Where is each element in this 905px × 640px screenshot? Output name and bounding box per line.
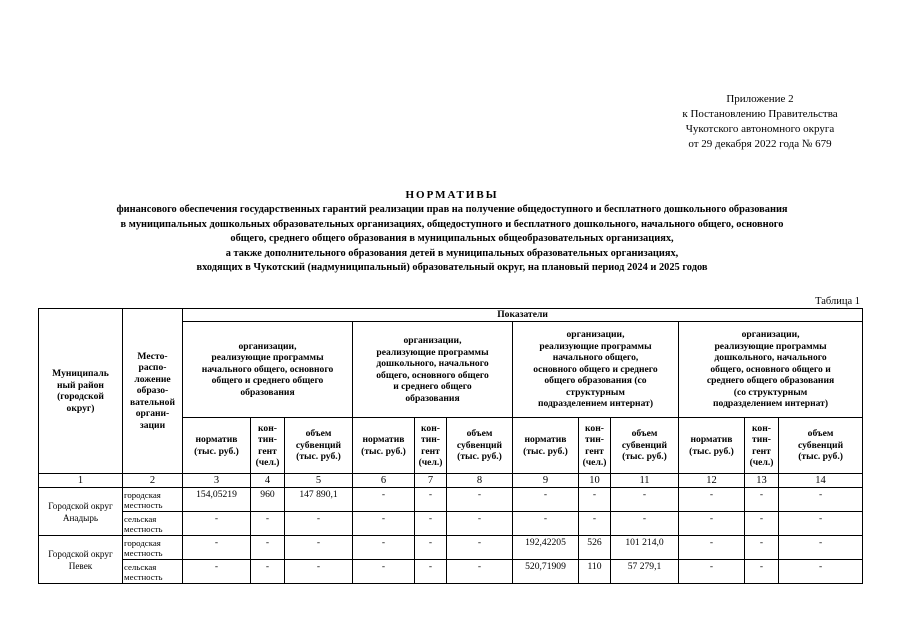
value-cell: - xyxy=(745,560,779,584)
header-location: Место- распо- ложение образо- вательной органи- зации xyxy=(123,309,183,474)
column-number: 11 xyxy=(611,474,679,488)
value-cell: - xyxy=(447,536,513,560)
column-number: 3 xyxy=(183,474,251,488)
value-cell: - xyxy=(579,488,611,512)
value-cell: - xyxy=(745,536,779,560)
value-cell: - xyxy=(353,488,415,512)
value-cell: - xyxy=(415,488,447,512)
value-cell: - xyxy=(679,488,745,512)
value-cell: - xyxy=(513,488,579,512)
value-cell: 520,71909 xyxy=(513,560,579,584)
title-main: НОРМАТИВЫ xyxy=(405,189,499,201)
approval-line: Чукотского автономного округа xyxy=(685,123,835,135)
approval-line: к Постановлению Правительства xyxy=(682,108,838,120)
column-number: 10 xyxy=(579,474,611,488)
column-number: 7 xyxy=(415,474,447,488)
table-row xyxy=(39,488,863,512)
value-cell: - xyxy=(447,488,513,512)
column-number: 1 xyxy=(39,474,123,488)
header-norm: норматив (тыс. руб.) xyxy=(353,418,415,474)
value-cell: 57 279,1 xyxy=(611,560,679,584)
norms-table xyxy=(38,308,863,584)
value-cell: - xyxy=(415,512,447,536)
approval-line: от 29 декабря 2022 года № 679 xyxy=(688,138,832,150)
value-cell: - xyxy=(353,512,415,536)
value-cell: 154,05219 xyxy=(183,488,251,512)
value-cell: - xyxy=(779,560,863,584)
value-cell: - xyxy=(285,512,353,536)
table-label: Таблица 1 xyxy=(815,296,860,307)
table-row xyxy=(39,560,863,584)
value-cell: - xyxy=(679,512,745,536)
header-contingent: кон- тин- гент (чел.) xyxy=(251,418,285,474)
value-cell: - xyxy=(679,560,745,584)
approval-block xyxy=(640,92,880,152)
value-cell: 526 xyxy=(579,536,611,560)
column-number: 4 xyxy=(251,474,285,488)
column-numbers-row xyxy=(39,474,863,488)
header-group-4: организации, реализующие программы дошкольного, начального общего, основного общего и среднего общего образования (со структурным подразделением интернат) xyxy=(679,322,863,418)
value-cell: - xyxy=(513,512,579,536)
value-cell: - xyxy=(183,560,251,584)
value-cell: - xyxy=(415,560,447,584)
value-cell: - xyxy=(779,488,863,512)
value-cell: 147 890,1 xyxy=(285,488,353,512)
location-cell: городская местность xyxy=(123,536,183,560)
title-line: входящих в Чукотский (надмуниципальный) образовательный округ, на плановый период 2024 и 2025 годов xyxy=(196,262,708,274)
value-cell: 101 214,0 xyxy=(611,536,679,560)
column-number: 5 xyxy=(285,474,353,488)
location-cell: городская местность xyxy=(123,488,183,512)
value-cell: - xyxy=(251,536,285,560)
value-cell: 110 xyxy=(579,560,611,584)
value-cell: - xyxy=(251,512,285,536)
column-number: 12 xyxy=(679,474,745,488)
header-group-1: организации, реализующие программы начального общего, основного общего и среднего общего образования xyxy=(183,322,353,418)
header-norm: норматив (тыс. руб.) xyxy=(183,418,251,474)
title-line: в муниципальных дошкольных образовательных организациях, общедоступного и бесплатного дошкольного, начального общего, основного xyxy=(120,218,784,230)
value-cell: - xyxy=(415,536,447,560)
header-volume: объем субвенций (тыс. руб.) xyxy=(611,418,679,474)
header-contingent: кон- тин- гент (чел.) xyxy=(745,418,779,474)
value-cell: - xyxy=(353,536,415,560)
value-cell: - xyxy=(447,560,513,584)
value-cell: - xyxy=(447,512,513,536)
header-indicators: Показатели xyxy=(183,309,863,322)
value-cell: 960 xyxy=(251,488,285,512)
header-volume: объем субвенций (тыс. руб.) xyxy=(779,418,863,474)
header-volume: объем субвенций (тыс. руб.) xyxy=(285,418,353,474)
column-number: 6 xyxy=(353,474,415,488)
approval-line: Приложение 2 xyxy=(726,93,794,105)
header-norm: норматив (тыс. руб.) xyxy=(513,418,579,474)
value-cell: - xyxy=(745,512,779,536)
header-norm: норматив (тыс. руб.) xyxy=(679,418,745,474)
column-number: 9 xyxy=(513,474,579,488)
district-name: Городской округ Певек xyxy=(39,536,123,584)
value-cell: - xyxy=(251,560,285,584)
header-group-3: организации, реализующие программы начального общего, основного общего и среднего общего образования (со структурным подразделением интернат) xyxy=(513,322,679,418)
column-number: 2 xyxy=(123,474,183,488)
table-row xyxy=(39,512,863,536)
title-line: общего, среднего общего образования в муниципальных общеобразовательных организациях, xyxy=(230,233,674,245)
value-cell: - xyxy=(285,560,353,584)
header-district: Муниципаль ный район (городской округ) xyxy=(39,309,123,474)
value-cell: - xyxy=(579,512,611,536)
location-cell: сельская местность xyxy=(123,512,183,536)
column-number: 8 xyxy=(447,474,513,488)
title-line: финансового обеспечения государственных гарантий реализации прав на получение общедоступного и бесплатного дошкольного образования xyxy=(116,204,788,216)
value-cell: - xyxy=(285,536,353,560)
document-title xyxy=(22,188,882,275)
value-cell: 192,42205 xyxy=(513,536,579,560)
value-cell: - xyxy=(183,512,251,536)
district-name: Городской округ Анадырь xyxy=(39,488,123,536)
header-group-2: организации, реализующие программы дошкольного, начального общего, основного общего и среднего общего образования xyxy=(353,322,513,418)
header-contingent: кон- тин- гент (чел.) xyxy=(415,418,447,474)
title-line: а также дополнительного образования детей в муниципальных образовательных организациях, xyxy=(225,247,679,259)
column-number: 14 xyxy=(779,474,863,488)
value-cell: - xyxy=(779,512,863,536)
header-volume: объем субвенций (тыс. руб.) xyxy=(447,418,513,474)
value-cell: - xyxy=(611,488,679,512)
value-cell: - xyxy=(183,536,251,560)
table-row xyxy=(39,536,863,560)
value-cell: - xyxy=(779,536,863,560)
value-cell: - xyxy=(745,488,779,512)
value-cell: - xyxy=(679,536,745,560)
value-cell: - xyxy=(611,512,679,536)
value-cell: - xyxy=(353,560,415,584)
header-contingent: кон- тин- гент (чел.) xyxy=(579,418,611,474)
location-cell: сельская местность xyxy=(123,560,183,584)
column-number: 13 xyxy=(745,474,779,488)
